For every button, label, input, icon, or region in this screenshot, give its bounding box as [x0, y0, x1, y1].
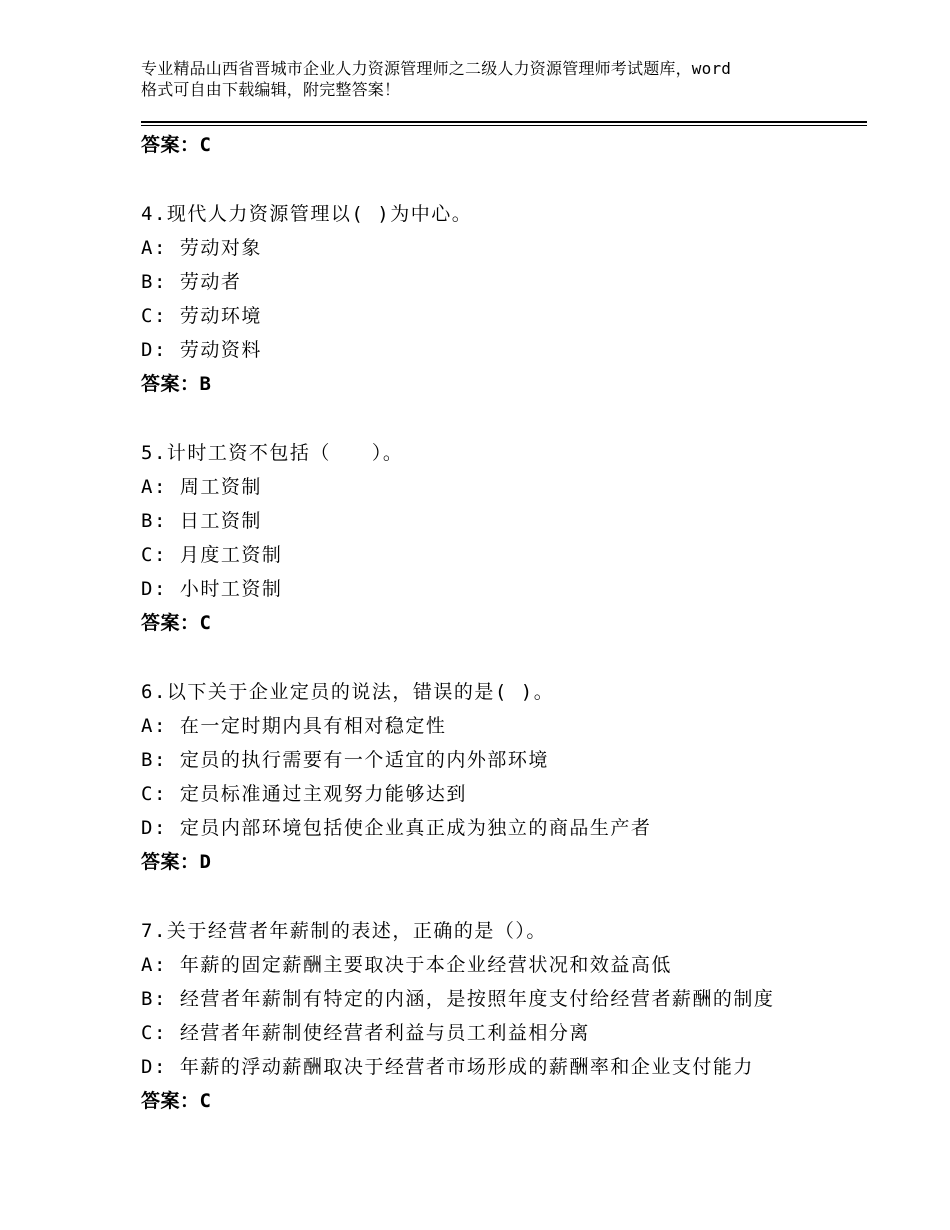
option-d: D: 小时工资制 — [141, 578, 283, 600]
question-block — [141, 914, 867, 1118]
answer-line — [141, 367, 867, 401]
answer-line — [141, 606, 867, 640]
option-d: D: 劳动资料 — [141, 339, 262, 361]
option-c: C: 劳动环境 — [141, 305, 262, 327]
answer-label: 答案： — [141, 1090, 200, 1112]
answer-label: 答案： — [141, 612, 200, 634]
option-b: B: 劳动者 — [141, 271, 242, 293]
answer-line — [141, 845, 867, 879]
answer-value: C — [199, 612, 212, 634]
answer-line-prev — [141, 128, 867, 162]
question-stem: 6.以下关于企业定员的说法，错误的是( )。 — [141, 681, 555, 703]
question-stem: 4.现代人力资源管理以( )为中心。 — [141, 203, 473, 225]
answer-label: 答案： — [141, 134, 200, 156]
option-d: D: 年薪的浮动薪酬取决于经营者市场形成的薪酬率和企业支付能力 — [141, 1056, 754, 1078]
option-c: C: 月度工资制 — [141, 544, 283, 566]
header-rule-thick — [141, 121, 867, 123]
page-header — [141, 58, 841, 100]
spacer — [141, 879, 867, 914]
spacer — [141, 401, 867, 436]
spacer — [141, 162, 867, 197]
answer-line — [141, 1084, 867, 1118]
question-list — [141, 128, 867, 1118]
answer-value: B — [199, 373, 212, 395]
spacer — [141, 640, 867, 675]
option-a: A: 劳动对象 — [141, 237, 262, 259]
answer-value: D — [199, 851, 212, 873]
option-b: B: 日工资制 — [141, 510, 262, 532]
answer-value: C — [199, 1090, 212, 1112]
option-b: B: 定员的执行需要有一个适宜的内外部环境 — [141, 749, 549, 771]
header-line-2: 格式可自由下载编辑，附完整答案！ — [141, 80, 401, 99]
option-a: A: 年薪的固定薪酬主要取决于本企业经营状况和效益高低 — [141, 954, 672, 976]
header-rule-thin — [141, 125, 867, 126]
question-block — [141, 675, 867, 879]
answer-value: C — [199, 134, 212, 156]
option-a: A: 周工资制 — [141, 476, 262, 498]
answer-label: 答案： — [141, 851, 200, 873]
question-stem: 7.关于经营者年薪制的表述，正确的是（）。 — [141, 920, 547, 942]
header-rule — [141, 121, 867, 126]
answer-label: 答案： — [141, 373, 200, 395]
option-c: C: 经营者年薪制使经营者利益与员工利益相分离 — [141, 1022, 590, 1044]
question-block — [141, 436, 867, 640]
option-c: C: 定员标准通过主观努力能够达到 — [141, 783, 467, 805]
question-stem: 5.计时工资不包括（ ）。 — [141, 442, 404, 464]
option-d: D: 定员内部环境包括使企业真正成为独立的商品生产者 — [141, 817, 652, 839]
header-line-1: 专业精品山西省晋城市企业人力资源管理师之二级人力资源管理师考试题库，word — [141, 59, 732, 78]
question-block — [141, 197, 867, 401]
option-b: B: 经营者年薪制有特定的内涵，是按照年度支付给经营者薪酬的制度 — [141, 988, 775, 1010]
option-a: A: 在一定时期内具有相对稳定性 — [141, 715, 447, 737]
